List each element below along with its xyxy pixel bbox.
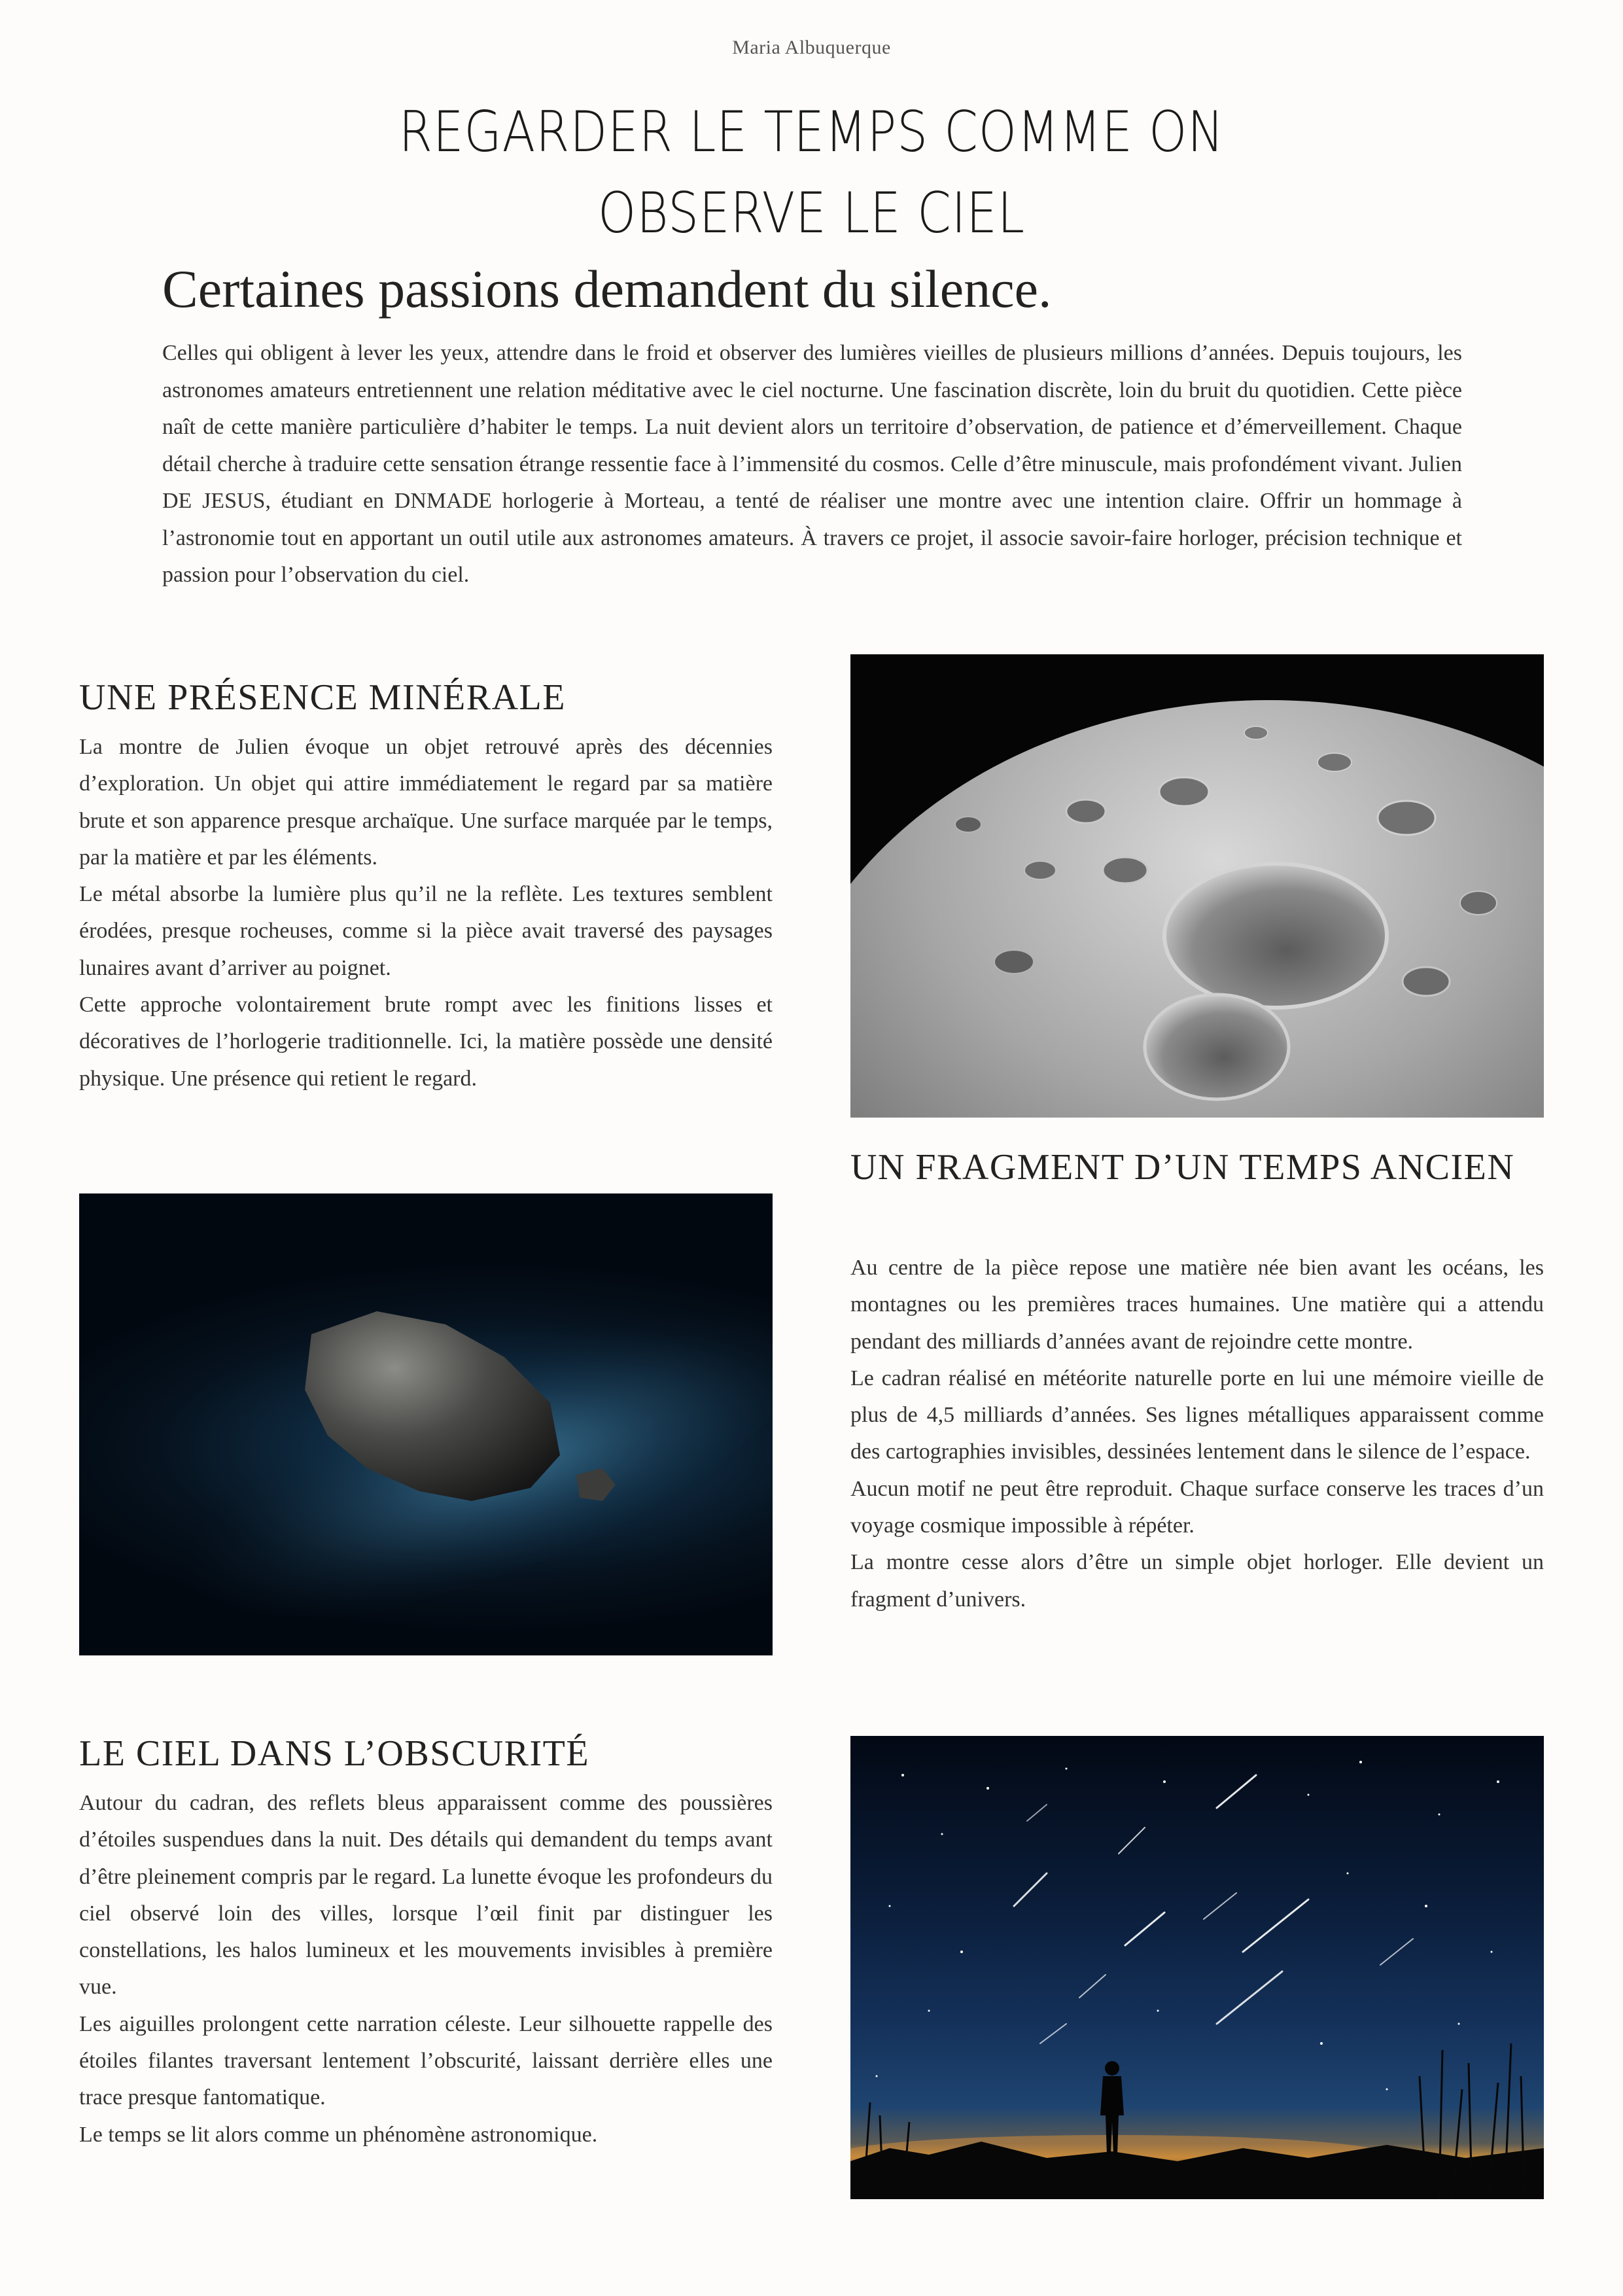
section-title-ciel-obscurite: LE CIEL DANS L’OBSCURITÉ <box>79 1733 590 1774</box>
intro-text: Celles qui obligent à lever les yeux, attendre dans le froid et observer des lumières vieilles de plusieurs millions d’années. Depuis toujours, les astronomes amateurs entretiennent une relation méditative avec le ciel nocturne. Une fascination discrète, loin du bruit du quotidien. Cette pièce naît de cette manière particulière d’habiter le temps. La nuit devient alors un territoire d’observation, de patience et d’émerveillement. Chaque détail cherche à traduire cette sensation étrange ressentie face à l’immensité du cosmos. Celle d’être minuscule, mais profondément vivant. Julien DE JESUS, étudiant en DNMADE horlogerie à Morteau, a tenté de réaliser une montre avec une intention claire. Offrir un hommage à l’astronomie tout en apportant un outil utile aux astronomes amateurs. À travers ce projet, il associe savoir-faire horloger, précision technique et passion pour l’observation du ciel. <box>162 341 1462 587</box>
section-body-fragment-temps-ancien <box>850 1250 1544 1618</box>
paragraph: La montre cesse alors d’être un simple objet horloger. Elle devient un fragment d’univers. <box>850 1550 1544 1612</box>
author-name: Maria Albuquerque <box>732 37 891 58</box>
lead-heading: Certaines passions demandent du silence. <box>162 259 1052 319</box>
paragraph: Aucun motif ne peut être reproduit. Chaque surface conserve les traces d’un voyage cosmique impossible à répéter. <box>850 1476 1544 1538</box>
paragraph: Autour du cadran, des reflets bleus apparaissent comme des poussières d’étoiles suspendues dans la nuit. Des détails qui demandent du temps avant d’être pleinement compris par le regard. La lunette évoque les profondeurs du ciel observé loin des villes, lorsque l’œil finit par distinguer les constellations, les halos lumineux et les mouvements invisibles à première vue. <box>79 1791 773 2000</box>
paragraph: Le temps se lit alors comme un phénomène astronomique. <box>79 2122 598 2147</box>
meteor-shower-night-sky-image <box>850 1736 1544 2199</box>
paragraph: Les aiguilles prolongent cette narration céleste. Leur silhouette rappelle des étoiles filantes traversant lentement l’obscurité, laissant derrière elles une trace presque fantomatique. <box>79 2011 773 2110</box>
meteor-shower-icon <box>850 1736 1544 2199</box>
paragraph: Au centre de la pièce repose une matière née bien avant les océans, les montagnes ou les premières traces humaines. Une matière qui a attendu pendant des milliards d’années avant de rejoindre cette montre. <box>850 1256 1544 1354</box>
page-title <box>114 92 1510 254</box>
asteroid-icon <box>79 1193 773 1655</box>
paragraph: La montre de Julien évoque un objet retrouvé après des décennies d’exploration. Un objet qui attire immédiatement le regard par sa matière brute et son apparence presque archaïque. Une surface marquée par le temps, par la matière et par les éléments. <box>79 735 773 870</box>
paragraph: Le cadran réalisé en météorite naturelle porte en lui une mémoire vieille de plus de 4,5 milliards d’années. Ses lignes métalliques apparaissent comme des cartographies invisibles, dessinées lentement dans le silence de l’espace. <box>850 1366 1544 1464</box>
title-line-2: OBSERVE LE CIEL <box>598 181 1025 246</box>
moon-surface-image <box>850 654 1544 1118</box>
section-title-fragment-temps-ancien: UN FRAGMENT D’UN TEMPS ANCIEN <box>850 1147 1515 1188</box>
title-line-1: REGARDER LE TEMPS COMME ON <box>398 99 1225 165</box>
paragraph: Le métal absorbe la lumière plus qu’il ne la reflète. Les textures semblent érodées, presque rocheuses, comme si la pièce avait traversé des paysages lunaires avant d’arriver au poignet. <box>79 882 773 980</box>
section-body-presence-minerale <box>79 729 773 1097</box>
section-title-presence-minerale: UNE PRÉSENCE MINÉRALE <box>79 677 566 718</box>
moon-surface-icon <box>850 654 1544 1118</box>
intro-paragraph <box>162 335 1462 594</box>
asteroid-in-space-image <box>79 1193 773 1655</box>
section-body-ciel-obscurite <box>79 1785 773 2153</box>
paragraph: Cette approche volontairement brute rompt avec les finitions lisses et décoratives de l’horlogerie traditionnelle. Ici, la matière possède une densité physique. Une présence qui retient le regard. <box>79 993 773 1091</box>
